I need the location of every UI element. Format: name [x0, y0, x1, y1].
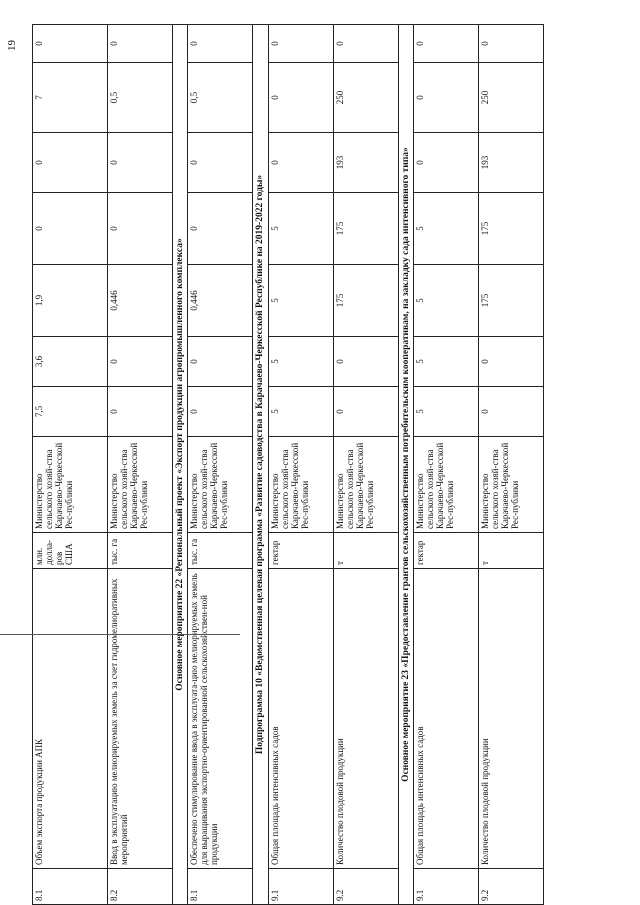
value-cell: 0 — [108, 387, 173, 437]
table-row — [333, 25, 398, 905]
value-cell: 0 — [188, 193, 253, 265]
table-row — [188, 25, 253, 905]
value-cell: 0 — [333, 337, 398, 387]
value-cell: 0 — [414, 25, 479, 63]
row-number: 9.2 — [479, 869, 544, 905]
value-cell: 175 — [479, 265, 544, 337]
unit: гектар — [414, 533, 479, 569]
executor: Министерство сельского хозяй-ства Карачаево-Черкесской Рес-публики — [333, 437, 398, 533]
page-number: 19 — [6, 40, 18, 51]
section-header — [398, 25, 413, 905]
indicator-table — [32, 24, 544, 905]
value-cell: 0 — [188, 387, 253, 437]
executor: Министерство сельского хозяй-ства Карачаево-Черкесской Рес-публики — [108, 437, 173, 533]
table-row — [414, 25, 479, 905]
value-cell: 0 — [333, 387, 398, 437]
executor: Министерство сельского хозяй-ства Карачаево-Черкесской Рес-публики — [188, 437, 253, 533]
table-body — [33, 25, 544, 905]
value-cell: 0 — [108, 133, 173, 193]
value-cell: 250 — [479, 63, 544, 133]
margin-line — [0, 634, 240, 635]
unit: тыс. га — [108, 533, 173, 569]
section-title: Подпрограмма 10 «Ведомственная целевая программа «Развитие садоводства в Карачаево-Черкесской Республике на 2019-2022 годы» — [253, 25, 268, 905]
unit: т — [479, 533, 544, 569]
value-cell: 0 — [188, 133, 253, 193]
executor: Министерство сельского хозяй-ства Карачаево-Черкесской Рес-публики — [414, 437, 479, 533]
unit: тыс. га — [188, 533, 253, 569]
section-title: Основное мероприятие 23 «Предоставление грантов сельскохозяйственным потребительским кооперативам, на закладку сада интенсивного типа» — [398, 25, 413, 905]
indicator-name: Общая площадь интенсивных садов — [268, 569, 333, 869]
value-cell: 5 — [414, 193, 479, 265]
row-number: 8.2 — [108, 869, 173, 905]
value-cell: 0 — [479, 337, 544, 387]
indicator-name: Ввод в эксплуатацию мелиорируемых земель за счет гидромелиоративных мероприятий — [108, 569, 173, 869]
value-cell: 0 — [188, 25, 253, 63]
section-header — [173, 25, 188, 905]
value-cell: 0 — [414, 63, 479, 133]
row-number: 9.1 — [414, 869, 479, 905]
value-cell: 5 — [268, 193, 333, 265]
indicator-name: Объем экспорта продукции АПК — [33, 569, 108, 869]
value-cell: 175 — [479, 193, 544, 265]
value-cell: 0 — [108, 337, 173, 387]
table-row — [268, 25, 333, 905]
value-cell: 0 — [33, 133, 108, 193]
indicator-name: Количество плодовой продукции — [479, 569, 544, 869]
value-cell: 0 — [268, 63, 333, 133]
value-cell: 0 — [333, 25, 398, 63]
value-cell: 5 — [414, 265, 479, 337]
value-cell: 0,5 — [108, 63, 173, 133]
indicator-name: Количество плодовой продукции — [333, 569, 398, 869]
executor: Министерство сельского хозяй-ства Карачаево-Черкесской Рес-публики — [268, 437, 333, 533]
value-cell: 0 — [479, 387, 544, 437]
value-cell: 5 — [268, 265, 333, 337]
value-cell: 7,5 — [33, 387, 108, 437]
value-cell: 193 — [479, 133, 544, 193]
value-cell: 5 — [414, 337, 479, 387]
value-cell: 0 — [33, 193, 108, 265]
value-cell: 0 — [479, 25, 544, 63]
value-cell: 1,9 — [33, 265, 108, 337]
unit: гектар — [268, 533, 333, 569]
row-number: 8.1 — [33, 869, 108, 905]
value-cell: 5 — [268, 387, 333, 437]
section-title: Основное мероприятие 22 «Региональный проект «Экспорт продукции агропромышленного комплекса» — [173, 25, 188, 905]
value-cell: 0 — [414, 133, 479, 193]
row-number: 8.1 — [188, 869, 253, 905]
row-number: 9.1 — [268, 869, 333, 905]
value-cell: 193 — [333, 133, 398, 193]
table-row — [479, 25, 544, 905]
row-number: 9.2 — [333, 869, 398, 905]
value-cell: 0 — [108, 193, 173, 265]
indicator-name: Обеспечено стимулирование ввода в эксплуата-цию мелиорируемых земель для выращивания экспортно-ориентированной сельскохозяйствен-ной продукции — [188, 569, 253, 869]
value-cell: 0,446 — [188, 265, 253, 337]
value-cell: 0 — [33, 25, 108, 63]
executor: Министерство сельского хозяй-ства Карачаево-Черкесской Рес-публики — [479, 437, 544, 533]
unit: млн. долла-ров США — [33, 533, 108, 569]
value-cell: 0 — [188, 337, 253, 387]
value-cell: 5 — [268, 337, 333, 387]
table-row — [108, 25, 173, 905]
value-cell: 0 — [108, 25, 173, 63]
value-cell: 0,446 — [108, 265, 173, 337]
value-cell: 0,5 — [188, 63, 253, 133]
unit: т — [333, 533, 398, 569]
value-cell: 175 — [333, 193, 398, 265]
value-cell: 250 — [333, 63, 398, 133]
value-cell: 0 — [268, 133, 333, 193]
executor: Министерство сельского хозяй-ства Карачаево-Черкесской Рес-публики — [33, 437, 108, 533]
value-cell: 5 — [414, 387, 479, 437]
section-header — [253, 25, 268, 905]
value-cell: 175 — [333, 265, 398, 337]
indicator-name: Общая площадь интенсивных садов — [414, 569, 479, 869]
value-cell: 0 — [268, 25, 333, 63]
value-cell: 3,6 — [33, 337, 108, 387]
table-row — [33, 25, 108, 905]
value-cell: 7 — [33, 63, 108, 133]
